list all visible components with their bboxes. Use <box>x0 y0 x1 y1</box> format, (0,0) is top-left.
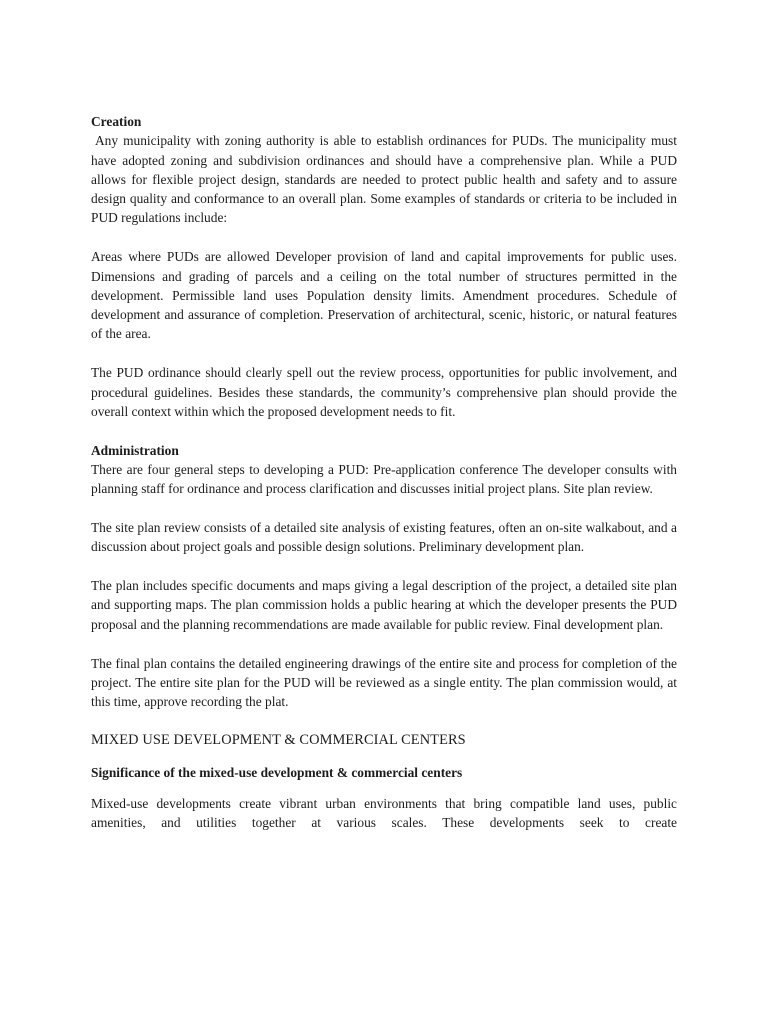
document-page <box>91 112 677 833</box>
administration-paragraph-1: There are four general steps to developing a PUD: Pre-application conference The developer consults with planning staff for ordinance and process clarification and discusses initial project plans. Site plan review. <box>91 461 677 497</box>
creation-paragraph-2: Areas where PUDs are allowed Developer provision of land and capital improvements for public uses. Dimensions and grading of parcels and a ceiling on the total number of structures permitted in the development. Permissible land uses Population density limits. Amendment procedures. Schedule of development and assurance of completion. Preservation of architectural, scenic, historic, or natural features of the area. <box>91 249 677 342</box>
creation-paragraph-1: Any municipality with zoning authority is able to establish ordinances for PUDs. The municipality must have adopted zoning and subdivision ordinances and should have a comprehensive plan. While a PUD allows for flexible project design, standards are needed to protect public health and safety and to assure design quality and conformance to an overall plan. Some examples of standards or criteria to be included in PUD regulations include: <box>91 133 677 226</box>
creation-paragraph-3: The PUD ordinance should clearly spell out the review process, opportunities for public involvement, and procedural guidelines. Besides these standards, the community’s comprehensive plan should provide the overall context within which the proposed development needs to fit. <box>91 365 677 419</box>
administration-paragraph-3: The plan includes specific documents and maps giving a legal description of the project, a detailed site plan and supporting maps. The plan commission holds a public hearing at which the developer presents the PUD proposal and the planning recommendations are made available for public review. Final development plan. <box>91 578 677 632</box>
creation-heading: Creation <box>91 114 142 129</box>
administration-heading: Administration <box>91 442 179 458</box>
mixed-use-paragraph: Mixed-use developments create vibrant urban environments that bring compatible land uses, public amenities, and utilities together at various scales. These developments seek to create <box>91 796 677 831</box>
administration-paragraph-2: The site plan review consists of a detailed site analysis of existing features, often an on-site walkabout, and a discussion about project goals and possible design solutions. Preliminary development plan. <box>91 520 677 555</box>
mixed-use-subheading: Significance of the mixed-use development & commercial centers <box>91 764 463 780</box>
administration-paragraph-4: The final plan contains the detailed engineering drawings of the entire site and process for completion of the project. The entire site plan for the PUD will be reviewed as a single entity. The plan commission would, at this time, approve recording the plat. <box>91 655 677 710</box>
mixed-use-section-title: MIXED USE DEVELOPMENT & COMMERCIAL CENTERS <box>91 732 466 749</box>
